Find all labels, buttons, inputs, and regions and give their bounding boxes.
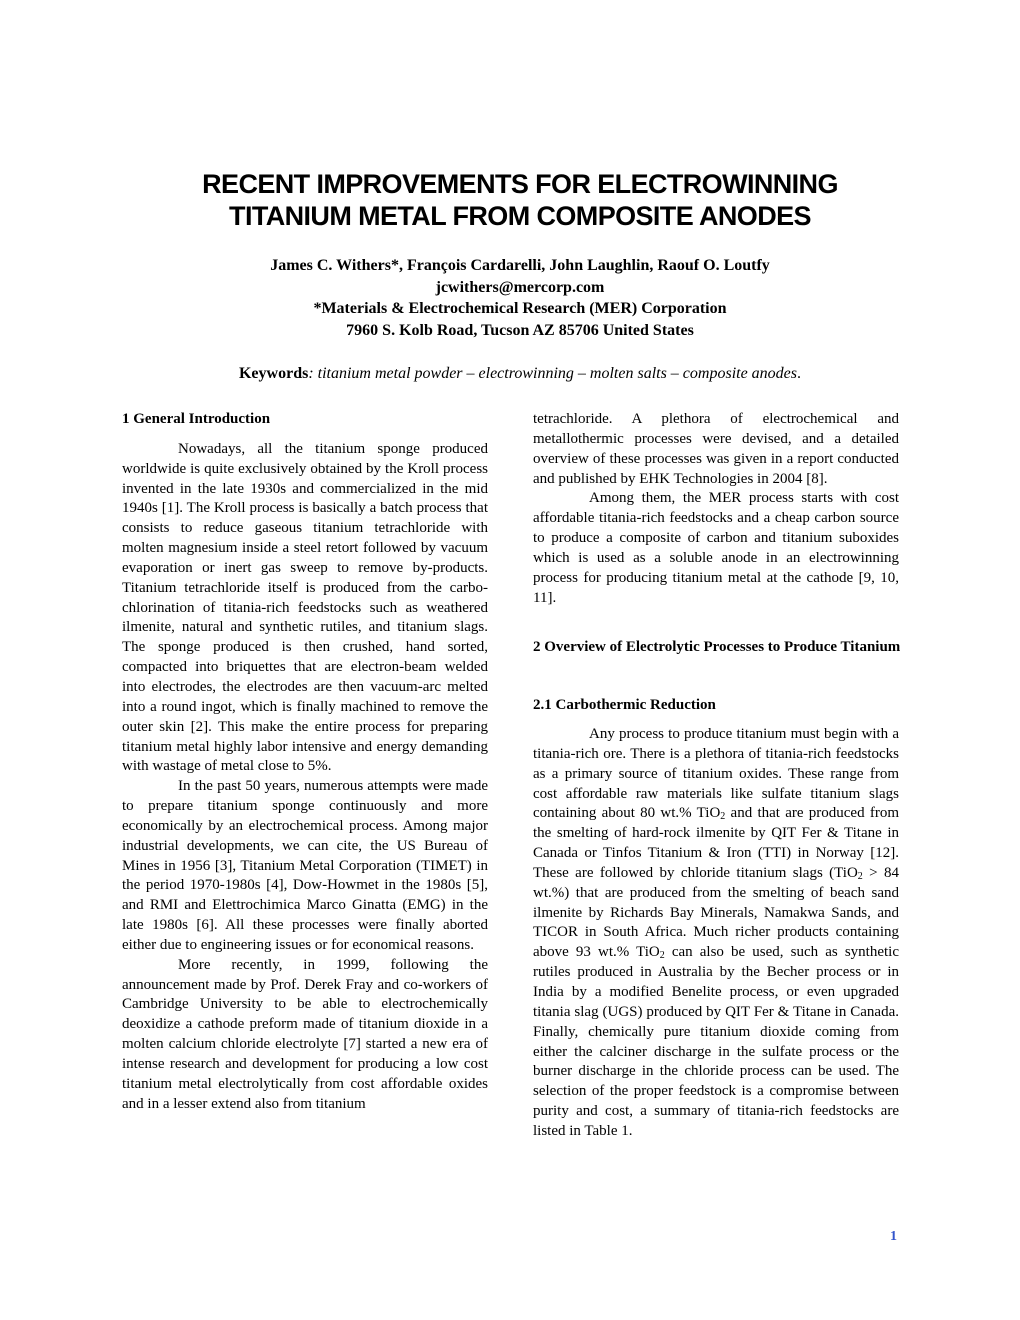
- subscript: 2: [857, 870, 863, 882]
- subscript: 2: [720, 811, 726, 823]
- subscript: 2: [659, 950, 665, 962]
- keywords-text: titanium metal powder – electrowinning – molten salts – composite anodes: [313, 365, 798, 382]
- keywords-colon: :: [308, 365, 314, 382]
- author-names: James C. Withers*, François Cardarelli, John Laughlin, Raouf O. Loutfy: [270, 257, 770, 274]
- paragraph: [533, 725, 899, 1142]
- author-block: [0, 255, 1020, 341]
- paragraph: Nowadays, all the titanium sponge produced worldwide is quite exclusively obtained by the Kroll process invented in the late 1930s and commercialized in the mid 1940s [1]. The Kroll process is basically a batch process that consists to reduce gaseous titanium tetrachloride with molten magnesium inside a steel retort followed by vacuum evaporation or inert gas sweep to remove by-products. Titanium tetrachloride itself is produced from the carbo-chlorination of titania-rich feedstocks such as weathered ilmenite, natural and synthetic rutiles, and titanium slags. The sponge produced is then crushed, hand sorted, compacted into briquettes that are electron-beam welded into electrodes, the electrodes are then vacuum-arc melted into a round ingot, which is finally machined to remove the outer skin [2]. This make the entire process for preparing titanium metal highly labor intensive and energy demanding with wastage of metal close to 5%.: [122, 440, 488, 775]
- paragraph: More recently, in 1999, following the announcement made by Prof. Derek Fray and co-workers of Cambridge University to be able to electrochemically deoxidize a cathode preform made of titanium dioxide in a molten calcium chloride electrolyte [7] started a new era of intense research and development for producing a low cost titanium metal electrolytically from cost affordable oxides and in a lesser extend also from titanium: [122, 956, 488, 1112]
- text-segment: and that are produced from the smelting of hard-rock ilmenite by QIT Fer & Titane in Canada or Tinfos Titanium & Iron (TTI) in Norway [12]. These are followed by chloride titanium slags (TiO: [533, 805, 899, 881]
- right-column-body: [533, 725, 899, 1142]
- keywords-end: .: [797, 365, 802, 382]
- keywords: [0, 363, 1020, 385]
- title-line-2: TITANIUM METAL FROM COMPOSITE ANODES: [229, 201, 811, 231]
- left-column: [122, 410, 488, 1115]
- author-affiliation: *Materials & Electrochemical Research (MER) Corporation: [313, 300, 727, 317]
- section-1-heading: 1 General Introduction: [122, 411, 271, 427]
- paragraph: Among them, the MER process starts with cost affordable titania-rich feedstocks and a cheap carbon source to produce a composite of carbon and titanium suboxides which is used as a soluble anode in an electrowinning process for producing titanium metal at the cathode [9, 10, 11].: [533, 490, 899, 606]
- right-column-top: [533, 410, 899, 608]
- author-email[interactable]: jcwithers@mercorp.com: [435, 278, 605, 296]
- text-segment: > 84 wt.%) that are produced from the smelting of beach sand ilmenite by Richards Bay Minerals, Namakwa Sands, and TICOR in South Africa. Much richer products containing above 93 wt.% TiO: [533, 864, 899, 961]
- page-number: 1: [890, 1229, 897, 1244]
- paragraph: In the past 50 years, numerous attempts were made to prepare titanium sponge continuously and more economically by an electrochemical process. Among major industrial developments, we can cite, the US Bureau of Mines in 1956 [3], Titanium Metal Corporation (TIMET) in the period 1970-1980s [4], Dow-Howmet in the 1980s [5], and RMI and Elettrochimica Marco Ginatta (EMG) in the late 1980s [6]. All these processes were finally aborted either due to engineering issues or for economical reasons.: [122, 778, 488, 953]
- paragraph-continued: tetrachloride. A plethora of electrochemical and metallothermic processes were devised, and a detailed overview of these processes was given in a report conducted and published by EHK Technologies in 2004 [8].: [533, 411, 899, 487]
- title-line-1: RECENT IMPROVEMENTS FOR ELECTROWINNING: [202, 169, 838, 199]
- text-segment: Any process to produce titanium must begin with a titania-rich ore. There is a plethora of titania-rich feedstocks as a primary source of titanium oxides. These range from cost affordable raw materials like sulfate titanium slags containing about 80 wt.% TiO: [533, 726, 899, 822]
- section-2-heading: 2 Overview of Electrolytic Processes to Produce Titanium: [533, 639, 901, 655]
- keywords-label: Keywords: [238, 365, 309, 382]
- text-segment: can also be used, such as synthetic rutiles produced in Australia by the Becher process or in India by a modified Benelite process, or even upgraded titania slag (UGS) produced by QIT Fer & Titane in Canada. Finally, chemically pure titanium dioxide coming from either the calciner discharge in the sulfate process or the burner discharge in the chloride process can be used. The selection of the proper feedstock is a compromise between purity and cost, a summary of titania-rich feedstocks are listed in Table 1.: [533, 944, 899, 1139]
- author-address: 7960 S. Kolb Road, Tucson AZ 85706 United States: [346, 321, 694, 339]
- section-2-1-heading: 2.1 Carbothermic Reduction: [533, 697, 716, 713]
- paper-title: [0, 168, 1020, 232]
